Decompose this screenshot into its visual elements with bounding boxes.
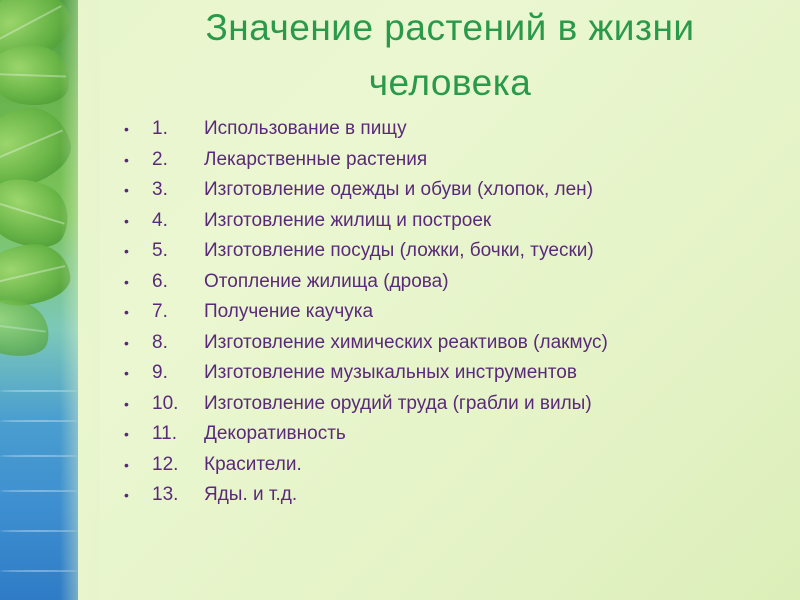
bullet-icon: •: [124, 487, 129, 504]
list-item: [124, 175, 608, 206]
list-item-text: Лекарственные растения: [204, 148, 428, 170]
strip-fade: [60, 0, 100, 600]
bullet-icon: •: [124, 334, 129, 351]
list-item: [124, 206, 608, 237]
bullet-icon: •: [124, 182, 129, 199]
list-item-number: 4.: [152, 209, 168, 231]
list-item-text: Изготовление химических реактивов (лакмус): [204, 331, 608, 353]
bullet-icon: •: [124, 456, 129, 473]
bullet-icon: •: [124, 273, 129, 290]
bullet-icon: •: [124, 121, 129, 138]
list-item-text: Красители.: [204, 453, 302, 475]
list-item: [124, 358, 608, 389]
list-item-number: 11.: [152, 423, 178, 445]
list-item-text: Изготовление орудий труда (грабли и вилы): [204, 392, 592, 414]
list-item-number: 7.: [152, 301, 168, 323]
list-item-number: 12.: [152, 453, 179, 475]
list-item: [124, 114, 608, 145]
list-item-text: Получение каучука: [204, 301, 374, 323]
list-item-text: Отопление жилища (дрова): [204, 270, 449, 292]
slide-title-line-2: человека: [368, 62, 532, 103]
list-item-text: Изготовление посуды (ложки, бочки, туески): [204, 240, 594, 262]
slide-title: [100, 0, 800, 110]
list-item-number: 10.: [152, 392, 179, 414]
list-item: [124, 419, 608, 450]
bullet-icon: •: [124, 426, 129, 443]
list-item: [124, 389, 608, 420]
list-item-text: Декоративность: [204, 423, 346, 445]
list-item-number: 2.: [152, 148, 168, 170]
bullet-icon: •: [124, 395, 129, 412]
list-item-number: 3.: [152, 179, 168, 201]
list-item-number: 1.: [152, 118, 168, 140]
bullet-icon: •: [124, 212, 129, 229]
bullet-icon: •: [124, 365, 129, 382]
slide-title-line-1: Значение растений в жизни: [205, 7, 695, 48]
list-item: [124, 450, 608, 481]
list-item-text: Яды. и т.д.: [204, 484, 298, 506]
list-item-number: 8.: [152, 331, 168, 353]
list-item-text: Изготовление музыкальных инструментов: [204, 362, 577, 384]
list-item-number: 5.: [152, 240, 168, 262]
bullet-icon: •: [124, 151, 129, 168]
list-item: [124, 236, 608, 267]
list-item-text: Изготовление одежды и обуви (хлопок, лен): [204, 179, 593, 201]
list-item: [124, 328, 608, 359]
numbered-bullet-list: [124, 114, 608, 511]
list-item: [124, 267, 608, 298]
bullet-icon: •: [124, 243, 129, 260]
bullet-icon: •: [124, 304, 129, 321]
list-item-number: 9.: [152, 362, 168, 384]
list-item-text: Использование в пищу: [204, 118, 407, 140]
list-item-number: 6.: [152, 270, 168, 292]
list-item-number: 13.: [152, 484, 179, 506]
list-item-text: Изготовление жилищ и построек: [204, 209, 492, 231]
list-item: [124, 145, 608, 176]
list-item: [124, 297, 608, 328]
list-item: [124, 480, 608, 511]
